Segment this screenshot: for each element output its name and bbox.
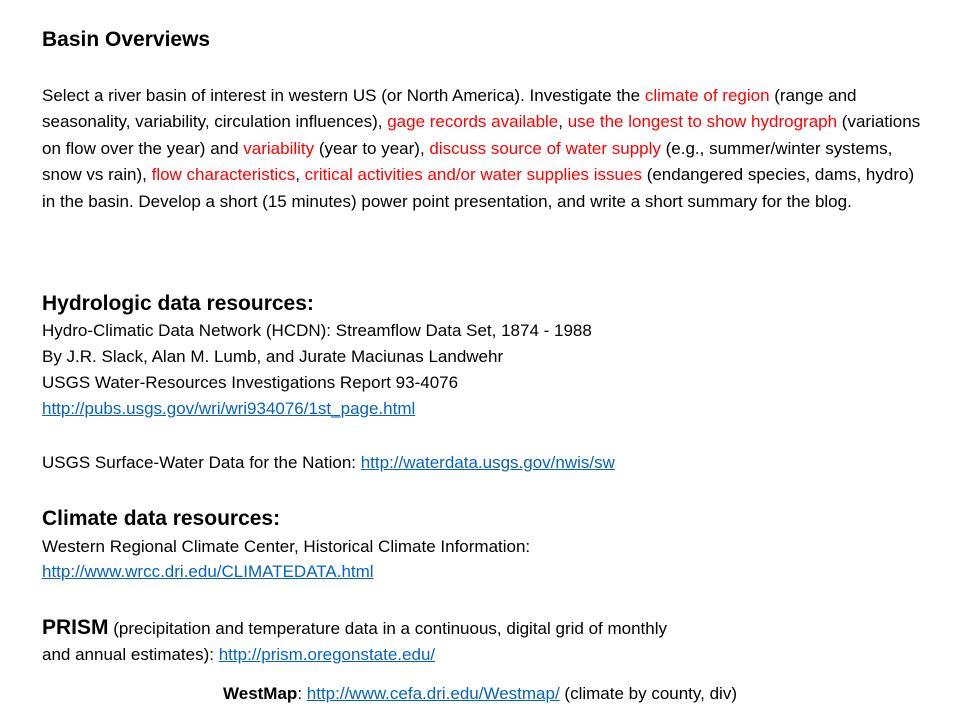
wrcc-link[interactable]: http://www.wrcc.dri.edu/CLIMATEDATA.html [42, 562, 374, 581]
intro-text: Select a river basin of interest in western US (or North America). Investigate the [42, 86, 645, 105]
hcdn-link-row [42, 396, 922, 422]
page-title: Basin Overviews [42, 28, 211, 51]
usgs-label: USGS Surface-Water Data for the Nation: [42, 453, 361, 472]
wrcc-link-row [42, 559, 922, 585]
hydrologic-heading: Hydrologic data resources: [42, 292, 314, 315]
westmap-title: WestMap [223, 684, 298, 703]
intro-text: , [295, 165, 305, 185]
intro-text: , [558, 112, 568, 132]
usgs-nwis-link[interactable]: http://waterdata.usgs.gov/nwis/sw [360, 453, 615, 472]
highlight-hydrograph: use the longest to show hydrograph [567, 112, 838, 132]
highlight-water-supply-source: discuss source of water supply [429, 138, 661, 158]
usgs-row [42, 450, 922, 476]
highlight-variability: variability [243, 138, 315, 158]
intro-text: (e.g., summer/winter systems, snow vs rain), [42, 138, 893, 185]
prism-row-1 [42, 615, 922, 642]
prism-title: PRISM [42, 616, 109, 639]
westmap-separator: : [297, 684, 307, 703]
intro-paragraph [42, 83, 922, 215]
westmap-row [0, 681, 960, 707]
intro-text: (endangered species, dams, hydro) in the basin. Develop a short (15 minutes) power point presentation, and write a short summary for the blog. [42, 165, 915, 211]
wrcc-line: Western Regional Climate Center, Historical Climate Information: [42, 537, 531, 556]
authors-line: By J.R. Slack, Alan M. Lumb, and Jurate Maciunas Landwehr [42, 347, 504, 366]
intro-text: (year to year), [314, 138, 430, 158]
climate-heading: Climate data resources: [42, 507, 281, 530]
intro-text: (range and seasonality, variability, circulation influences), [42, 86, 857, 132]
prism-description: (precipitation and temperature data in a continuous, digital grid of monthly [108, 619, 668, 638]
highlight-critical-activities: critical activities and/or water supplies issues [304, 165, 642, 185]
intro-text: (variations on flow over the year) and [42, 112, 921, 158]
hcdn-link[interactable]: http://pubs.usgs.gov/wri/wri934076/1st_page.html [42, 399, 416, 418]
highlight-gage-records: gage records available [387, 112, 559, 132]
hcdn-line: Hydro-Climatic Data Network (HCDN): Streamflow Data Set, 1874 - 1988 [42, 321, 592, 340]
prism-row-2 [42, 642, 922, 668]
highlight-climate-of-region: climate of region [644, 86, 770, 105]
westmap-description: (climate by county, div) [559, 684, 737, 703]
report-line: USGS Water-Resources Investigations Report 93-4076 [42, 373, 459, 392]
prism-description-cont: and annual estimates): [42, 645, 219, 664]
prism-link[interactable]: http://prism.oregonstate.edu/ [218, 645, 436, 664]
highlight-flow-characteristics: flow characteristics [151, 165, 296, 185]
westmap-link[interactable]: http://www.cefa.dri.edu/Westmap/ [306, 684, 560, 703]
